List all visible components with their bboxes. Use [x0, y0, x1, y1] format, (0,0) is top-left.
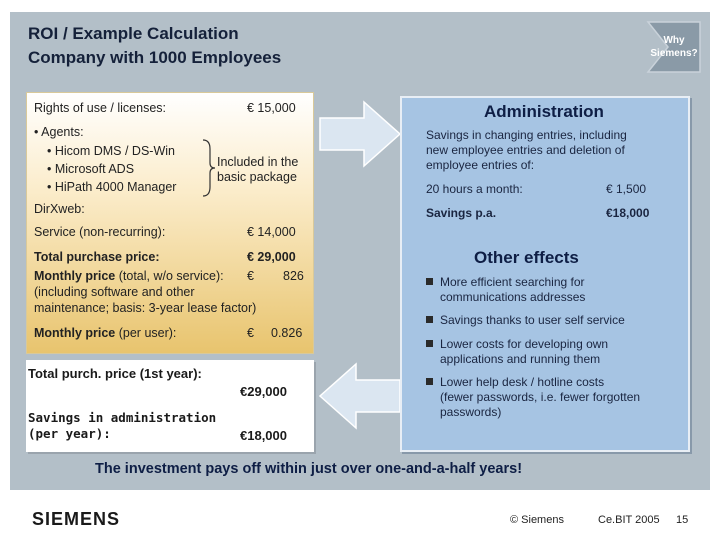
square-bullet-icon	[426, 378, 433, 385]
monthly-price-rest: (total, w/o service):	[115, 269, 224, 283]
rights-value: € 15,000	[247, 101, 296, 115]
monthly-user-currency: €	[247, 326, 254, 340]
monthly-user-rest: (per user):	[115, 326, 177, 340]
title-line-2: Company with 1000 Employees	[28, 48, 282, 67]
effect-4-line-2: (fewer passwords, i.e. fewer forgotten	[440, 390, 641, 404]
arrow-right	[318, 100, 402, 168]
effect-1-line-2: communications addresses	[440, 290, 586, 304]
service-label: Service (non-recurring):	[34, 225, 166, 239]
other-effects-heading: Other effects	[474, 248, 579, 267]
total-value: € 29,000	[247, 250, 296, 264]
admin-text-line-3: employee entries of:	[426, 158, 535, 172]
agents-label: • Agents:	[34, 125, 84, 139]
savings-admin-line-2: (per year):	[28, 426, 111, 441]
savings-admin-line-1: Savings in administration	[28, 410, 217, 425]
admin-text-line-2: new employee entries and deletion of	[426, 143, 625, 157]
monthly-value: 826	[283, 269, 304, 283]
purchase-value: €29,000	[240, 384, 287, 399]
total-label: Total purchase price:	[34, 250, 160, 264]
monthly-note-line-2: maintenance; basis: 3-year lease factor)	[34, 301, 257, 315]
slide-title	[28, 22, 281, 70]
square-bullet-icon	[426, 316, 433, 323]
purchase-label: Total purch. price (1st year):	[28, 366, 202, 381]
square-bullet-icon	[426, 278, 433, 285]
monthly-user-value: 0.826	[271, 326, 303, 340]
monthly-price-bold: Monthly price	[34, 269, 116, 283]
service-value: € 14,000	[247, 225, 296, 239]
monthly-user-bold: Monthly price	[34, 326, 116, 340]
curly-brace	[201, 139, 217, 197]
administration-heading: Administration	[484, 102, 604, 121]
monthly-note-line-1: (including software and other	[34, 285, 195, 299]
title-line-1: ROI / Example Calculation	[28, 24, 239, 43]
monthly-user-line	[34, 326, 176, 341]
footer-copyright: © Siemens	[510, 514, 564, 526]
cost-panel	[26, 92, 314, 354]
effect-3-line-2: applications and running them	[440, 352, 601, 366]
monthly-currency: €	[247, 269, 254, 283]
square-bullet-icon	[426, 340, 433, 347]
agent-item-microsoft-ads: • Microsoft ADS	[47, 162, 135, 176]
effect-3-line-1: Lower costs for developing own	[440, 337, 609, 351]
why-button-line-2: Siemens?	[650, 48, 698, 59]
savings-admin-value: €18,000	[240, 428, 287, 443]
hours-label: 20 hours a month:	[426, 182, 523, 196]
purchase-summary-box	[26, 360, 314, 452]
conclusion-statement: The investment pays off within just over one-and-a-half years!	[95, 461, 523, 477]
siemens-logo: SIEMENS	[32, 509, 121, 529]
monthly-price-line	[34, 269, 224, 284]
savings-pa-value: €18,000	[606, 206, 650, 220]
admin-text-line-1: Savings in changing entries, including	[426, 128, 627, 142]
effect-4-line-3: passwords)	[440, 405, 502, 419]
agent-item-hipath: • HiPath 4000 Manager	[47, 180, 177, 194]
effect-4-line-1: Lower help desk / hotline costs	[440, 375, 605, 389]
hours-value: € 1,500	[606, 182, 647, 196]
footer-page-number: 15	[676, 514, 689, 526]
arrow-left	[318, 362, 402, 430]
included-line-2: basic package	[217, 170, 297, 184]
dirxweb-label: DirXweb:	[34, 202, 85, 216]
rights-label: Rights of use / licenses:	[34, 101, 167, 115]
why-siemens-button[interactable]	[642, 20, 706, 76]
footer-event: Ce.BIT 2005	[598, 514, 660, 526]
why-button-line-1: Why	[663, 35, 685, 46]
administration-panel	[400, 96, 690, 452]
included-line-1: Included in the	[217, 155, 299, 169]
agent-item-hicom: • Hicom DMS / DS-Win	[47, 144, 175, 158]
effect-2-line-1: Savings thanks to user self service	[440, 313, 625, 327]
savings-pa-label: Savings p.a.	[426, 206, 497, 220]
effect-1-line-1: More efficient searching for	[440, 275, 585, 289]
